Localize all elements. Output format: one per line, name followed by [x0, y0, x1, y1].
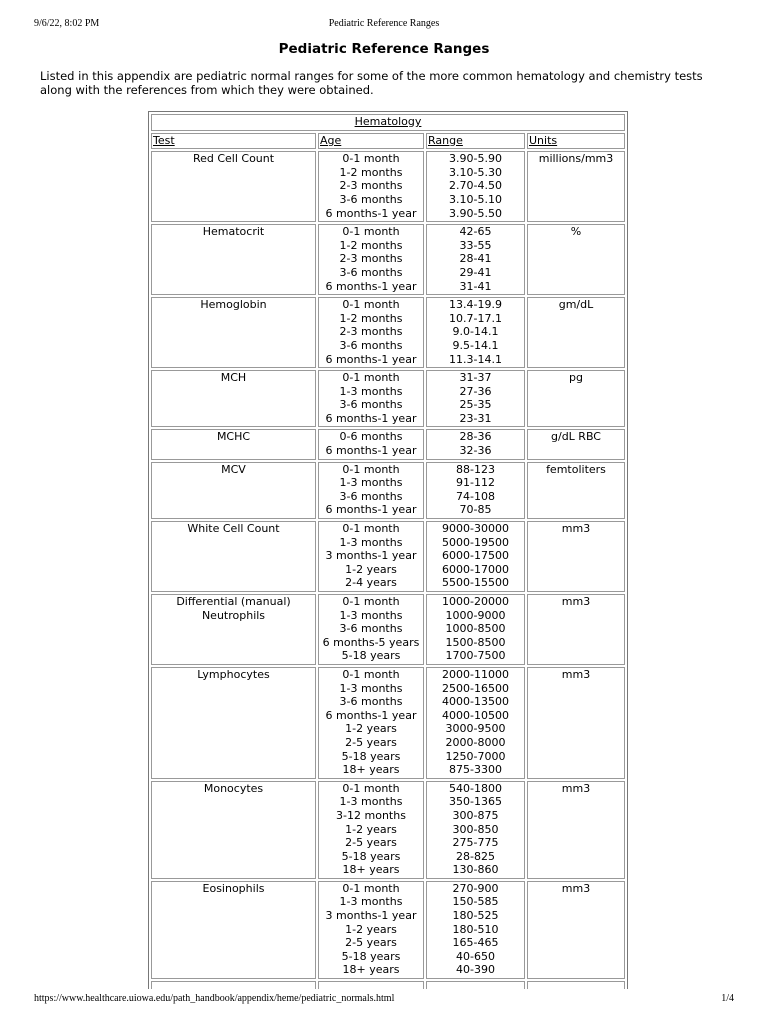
age-cell — [318, 462, 424, 519]
range-cell-line: 42-65 — [459, 225, 492, 239]
range-cell-line: 2000-8000 — [445, 735, 506, 749]
range-cell — [426, 594, 525, 665]
age-cell — [318, 429, 424, 459]
age-cell-line: 1-2 months — [339, 165, 403, 179]
range-cell-line: 32-36 — [459, 444, 492, 458]
age-cell-line: 2-3 months — [339, 325, 403, 339]
table-row — [151, 594, 625, 665]
units-cell: mm3 — [527, 521, 625, 592]
age-cell-line: 0-1 month — [342, 595, 400, 608]
age-cell-line: 2-3 months — [339, 179, 403, 193]
units-cell: g/dL RBC — [527, 429, 625, 459]
units-cell: mm3 — [527, 881, 625, 979]
range-cell — [426, 521, 525, 592]
range-cell-line: 300-850 — [452, 822, 499, 836]
age-cell-line: 2-5 years — [345, 735, 397, 749]
range-cell-line: 3.10-5.10 — [449, 192, 502, 206]
age-cell-line: 0-1 month — [342, 667, 400, 681]
test-name-cell — [151, 370, 316, 427]
age-cell-line: 3-6 months — [339, 398, 403, 412]
range-cell-line: 2000-11000 — [442, 667, 509, 681]
range-cell-line: 1250-7000 — [445, 749, 506, 763]
range-cell-line: 150-585 — [452, 895, 499, 909]
range-cell — [426, 781, 525, 879]
range-cell-line: 1700-7500 — [445, 649, 506, 663]
units-cell: mm3 — [527, 781, 625, 879]
range-cell-line: 4000-10500 — [442, 708, 509, 722]
range-cell-line: 31-41 — [459, 279, 492, 293]
age-cell-line: 0-1 month — [342, 881, 400, 895]
table-row — [151, 462, 625, 519]
page-title: Pediatric Reference Ranges — [278, 41, 490, 57]
test-name-cell-line: Hematocrit — [202, 225, 265, 239]
range-cell-line: 350-1365 — [449, 795, 502, 809]
age-cell — [318, 370, 424, 427]
range-cell-line: 180-510 — [452, 922, 499, 936]
test-name-cell — [151, 429, 316, 459]
age-cell-line: 1-3 months — [339, 535, 403, 549]
age-cell-line: 0-1 month — [342, 462, 400, 476]
test-name-cell — [151, 667, 316, 779]
range-cell-line: 3.90-5.50 — [449, 206, 502, 220]
age-cell-line: 5-18 years — [341, 649, 401, 663]
table-viewport — [148, 111, 628, 989]
table-row — [151, 521, 625, 592]
range-cell-line: 3.90-5.90 — [449, 152, 502, 166]
age-cell-line: 1-3 months — [339, 608, 403, 622]
range-cell-line: 6000-17000 — [442, 562, 509, 576]
range-cell — [426, 429, 525, 459]
header-age: Age — [318, 133, 424, 150]
units-cell: gm/dL — [527, 297, 625, 368]
age-cell-line: 6 months-1 year — [325, 708, 417, 722]
test-name-cell-line: MCHC — [216, 430, 251, 444]
range-cell-line: 875-3300 — [449, 763, 502, 777]
age-cell-line: 3 months-1 year — [325, 549, 417, 563]
table-row-continued — [151, 981, 625, 989]
age-cell — [318, 667, 424, 779]
age-cell-line: 1-2 months — [339, 238, 403, 252]
age-cell-line: 2-3 months — [339, 252, 403, 266]
table-row — [151, 781, 625, 879]
age-cell-line: 18+ years — [342, 763, 400, 777]
range-cell-line: 3000-9500 — [445, 722, 506, 736]
age-cell-line: 0-6 months — [339, 430, 403, 444]
range-cell — [426, 297, 525, 368]
test-name-cell — [151, 521, 316, 592]
range-cell-line: 40-390 — [456, 963, 495, 977]
range-cell-line: 9.5-14.1 — [452, 338, 499, 352]
age-cell — [318, 521, 424, 592]
test-name-cell-line: Monocytes — [203, 781, 264, 795]
range-cell-line: 9.0-14.1 — [452, 325, 499, 339]
range-cell-line: 6000-17500 — [442, 549, 509, 563]
units-cell: % — [527, 224, 625, 295]
print-url: https://www.healthcare.uiowa.edu/path_handbook/appendix/heme/pediatric_normals.html — [34, 993, 395, 1004]
range-cell-line: 33-55 — [459, 238, 492, 252]
test-name-cell-line: MCV — [221, 462, 246, 476]
age-cell-line: 0-1 month — [342, 781, 400, 795]
age-cell-line: 3-6 months — [339, 338, 403, 352]
age-cell-line: 1-2 years — [345, 922, 397, 936]
age-cell-line: 0-1 month — [342, 225, 400, 239]
age-cell-line: 6 months-1 year — [325, 352, 417, 366]
age-cell-line: 18+ years — [342, 963, 400, 977]
age-cell-line: 1-3 months — [339, 681, 403, 695]
range-cell-line: 31-37 — [459, 371, 492, 385]
range-cell-line: 10.7-17.1 — [449, 311, 502, 325]
table-row — [151, 224, 625, 295]
range-cell-line: 11.3-14.1 — [449, 352, 502, 366]
empty-cell — [426, 981, 525, 989]
age-cell-line: 6 months-1 year — [325, 503, 417, 517]
range-cell-line: 2.70-4.50 — [449, 179, 502, 193]
age-cell — [318, 224, 424, 295]
test-name-cell — [151, 594, 316, 665]
range-cell — [426, 667, 525, 779]
age-cell-line: 1-2 years — [345, 562, 397, 576]
range-cell-line: 25-35 — [459, 398, 492, 412]
hematology-table — [148, 111, 628, 989]
age-cell-line: 5-18 years — [341, 849, 401, 863]
range-cell-line: 13.4-19.9 — [449, 298, 502, 312]
header-range: Range — [426, 133, 525, 150]
range-cell-line: 5000-19500 — [442, 535, 509, 549]
age-cell-line: 6 months-1 year — [325, 411, 417, 425]
age-cell-line: 5-18 years — [341, 949, 401, 963]
test-name-cell-line: Lymphocytes — [197, 667, 270, 681]
range-cell-line: 9000-30000 — [442, 522, 509, 536]
test-name-cell-line: Red Cell Count — [192, 152, 275, 166]
age-cell-line: 0-1 month — [342, 522, 400, 536]
range-cell-line: 540-1800 — [449, 781, 502, 795]
table-caption-row — [151, 114, 625, 131]
age-cell-line: 1-2 months — [339, 311, 403, 325]
range-cell-line: 4000-13500 — [442, 695, 509, 709]
range-cell-line: 29-41 — [459, 265, 492, 279]
range-cell-line: 1000-20000 — [442, 595, 509, 608]
age-cell-line: 5-18 years — [341, 749, 401, 763]
test-name-cell-line: MCH — [220, 371, 247, 385]
range-cell-line: 300-875 — [452, 808, 499, 822]
range-cell-line: 130-860 — [452, 863, 499, 877]
test-name-cell-line: Neutrophils — [201, 608, 266, 622]
range-cell-line: 270-900 — [452, 881, 499, 895]
range-cell-line: 1500-8500 — [445, 635, 506, 649]
range-cell-line: 70-85 — [459, 503, 492, 517]
table-row — [151, 881, 625, 979]
range-cell — [426, 151, 525, 222]
empty-cell — [527, 981, 625, 989]
intro-paragraph: Listed in this appendix are pediatric normal ranges for some of the more common hematology and chemistry tests along with the references from which they were obtained. — [40, 69, 703, 97]
test-name-cell — [151, 151, 316, 222]
units-cell: femtoliters — [527, 462, 625, 519]
age-cell — [318, 881, 424, 979]
range-cell-line: 275-775 — [452, 836, 499, 850]
table-row — [151, 667, 625, 779]
table-row — [151, 297, 625, 368]
test-name-cell-line: Hemoglobin — [200, 298, 267, 312]
units-cell: mm3 — [527, 667, 625, 779]
print-date: 9/6/22, 8:02 PM — [34, 18, 100, 29]
range-cell-line: 23-31 — [459, 411, 492, 425]
table-header-row — [151, 133, 625, 150]
age-cell-line: 2-4 years — [345, 576, 397, 590]
age-cell-line: 6 months-5 years — [322, 635, 420, 649]
test-name-cell — [151, 224, 316, 295]
test-name-cell-line: White Cell Count — [187, 522, 280, 536]
range-cell-line: 88-123 — [456, 462, 495, 476]
age-cell-line: 3-6 months — [339, 265, 403, 279]
range-cell — [426, 462, 525, 519]
header-units: Units — [527, 133, 625, 150]
range-cell — [426, 370, 525, 427]
page-number: 1/4 — [721, 993, 734, 1004]
units-cell: millions/mm3 — [527, 151, 625, 222]
age-cell — [318, 151, 424, 222]
range-cell-line: 1000-9000 — [445, 608, 506, 622]
range-cell — [426, 881, 525, 979]
age-cell-line: 1-2 years — [345, 822, 397, 836]
age-cell-line: 6 months-1 year — [325, 444, 417, 458]
test-name-cell-line: Eosinophils — [202, 881, 265, 895]
empty-cell — [318, 981, 424, 989]
age-cell — [318, 297, 424, 368]
age-cell-line: 3-6 months — [339, 489, 403, 503]
age-cell-line: 3-6 months — [339, 695, 403, 709]
range-cell-line: 74-108 — [456, 489, 495, 503]
table-caption: Hematology — [151, 114, 625, 131]
range-cell-line: 2500-16500 — [442, 681, 509, 695]
age-cell-line: 3-12 months — [336, 808, 406, 822]
age-cell-line: 1-3 months — [339, 795, 403, 809]
age-cell-line: 2-5 years — [345, 836, 397, 850]
age-cell-line: 18+ years — [342, 863, 400, 877]
table-row — [151, 151, 625, 222]
range-cell-line: 40-650 — [456, 949, 495, 963]
range-cell — [426, 224, 525, 295]
test-name-cell — [151, 462, 316, 519]
range-cell-line: 28-36 — [459, 430, 492, 444]
age-cell-line: 3 months-1 year — [325, 909, 417, 923]
range-cell-line: 28-41 — [459, 252, 492, 266]
table-row — [151, 429, 625, 459]
test-name-cell — [151, 881, 316, 979]
test-name-cell — [151, 297, 316, 368]
test-name-cell — [151, 781, 316, 879]
header-test: Test — [151, 133, 316, 150]
age-cell-line: 6 months-1 year — [325, 279, 417, 293]
age-cell — [318, 781, 424, 879]
age-cell-line: 0-1 month — [342, 298, 400, 312]
age-cell-line: 3-6 months — [339, 192, 403, 206]
table-row — [151, 370, 625, 427]
test-name-cell-line: Differential (manual) — [176, 595, 291, 608]
range-cell-line: 165-465 — [452, 936, 499, 950]
range-cell-line: 1000-8500 — [445, 622, 506, 636]
range-cell-line: 28-825 — [456, 849, 495, 863]
range-cell-line: 3.10-5.30 — [449, 165, 502, 179]
range-cell-line: 180-525 — [452, 909, 499, 923]
range-cell-line: 27-36 — [459, 384, 492, 398]
age-cell-line: 6 months-1 year — [325, 206, 417, 220]
age-cell-line: 1-3 months — [339, 476, 403, 490]
print-header — [34, 17, 734, 31]
print-header-title: Pediatric Reference Ranges — [328, 18, 440, 29]
age-cell-line: 2-5 years — [345, 936, 397, 950]
age-cell-line: 0-1 month — [342, 371, 400, 385]
range-cell-line: 91-112 — [456, 476, 495, 490]
age-cell-line: 3-6 months — [339, 622, 403, 636]
age-cell-line: 0-1 month — [342, 152, 400, 166]
units-cell: pg — [527, 370, 625, 427]
empty-cell — [151, 981, 316, 989]
age-cell — [318, 594, 424, 665]
age-cell-line: 1-3 months — [339, 895, 403, 909]
age-cell-line: 1-2 years — [345, 722, 397, 736]
units-cell: mm3 — [527, 594, 625, 665]
print-footer — [34, 992, 734, 1006]
age-cell-line: 1-3 months — [339, 384, 403, 398]
range-cell-line: 5500-15500 — [442, 576, 509, 590]
